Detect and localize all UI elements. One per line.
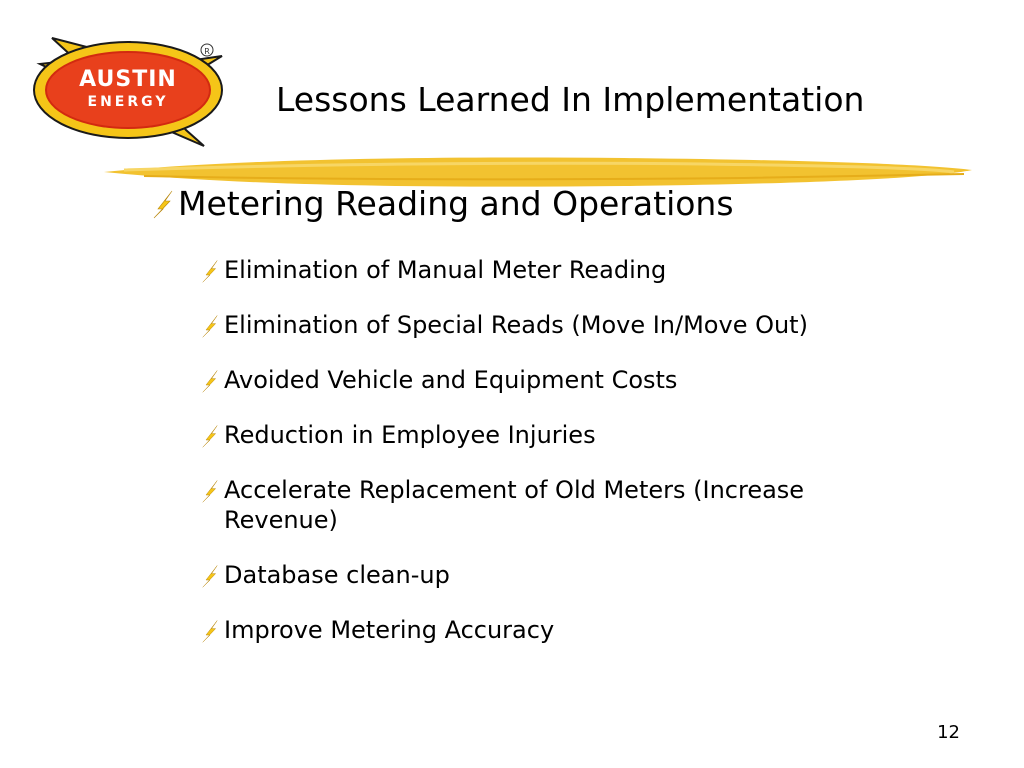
austin-energy-logo [26,30,226,150]
list-item-text: Reduction in Employee Injuries [224,421,596,449]
list-item-text: Avoided Vehicle and Equipment Costs [224,366,678,394]
list-item [200,420,860,475]
list-item-text: Accelerate Replacement of Old Meters (Increase Revenue) [224,476,805,534]
logo-text-top: AUSTIN [79,67,177,92]
lightning-bolt-icon [200,564,220,588]
list-item [200,310,860,365]
list-item-text: Database clean-up [224,561,450,589]
lightning-bolt-icon [200,369,220,393]
list-item-text: Elimination of Manual Meter Reading [224,256,667,284]
sub-bullet-list [200,255,860,670]
list-item [200,560,860,615]
slide-title: Lessons Learned In Implementation [276,80,865,119]
logo-text-bottom: ENERGY [87,94,169,110]
main-bullet [152,184,734,223]
lightning-bolt-icon [200,314,220,338]
lightning-bolt-icon [200,479,220,503]
list-item-text: Improve Metering Accuracy [224,616,555,644]
lightning-bolt-icon [200,424,220,448]
registered-mark: R [204,47,210,56]
list-item [200,365,860,420]
list-item [200,615,860,670]
lightning-bolt-icon [200,259,220,283]
list-item-text: Elimination of Special Reads (Move In/Move Out) [224,311,808,339]
list-item [200,475,860,560]
page-number: 12 [937,722,960,743]
lightning-bolt-icon [152,189,174,219]
list-item [200,255,860,310]
lightning-bolt-icon [200,619,220,643]
main-bullet-text: Metering Reading and Operations [178,184,734,223]
